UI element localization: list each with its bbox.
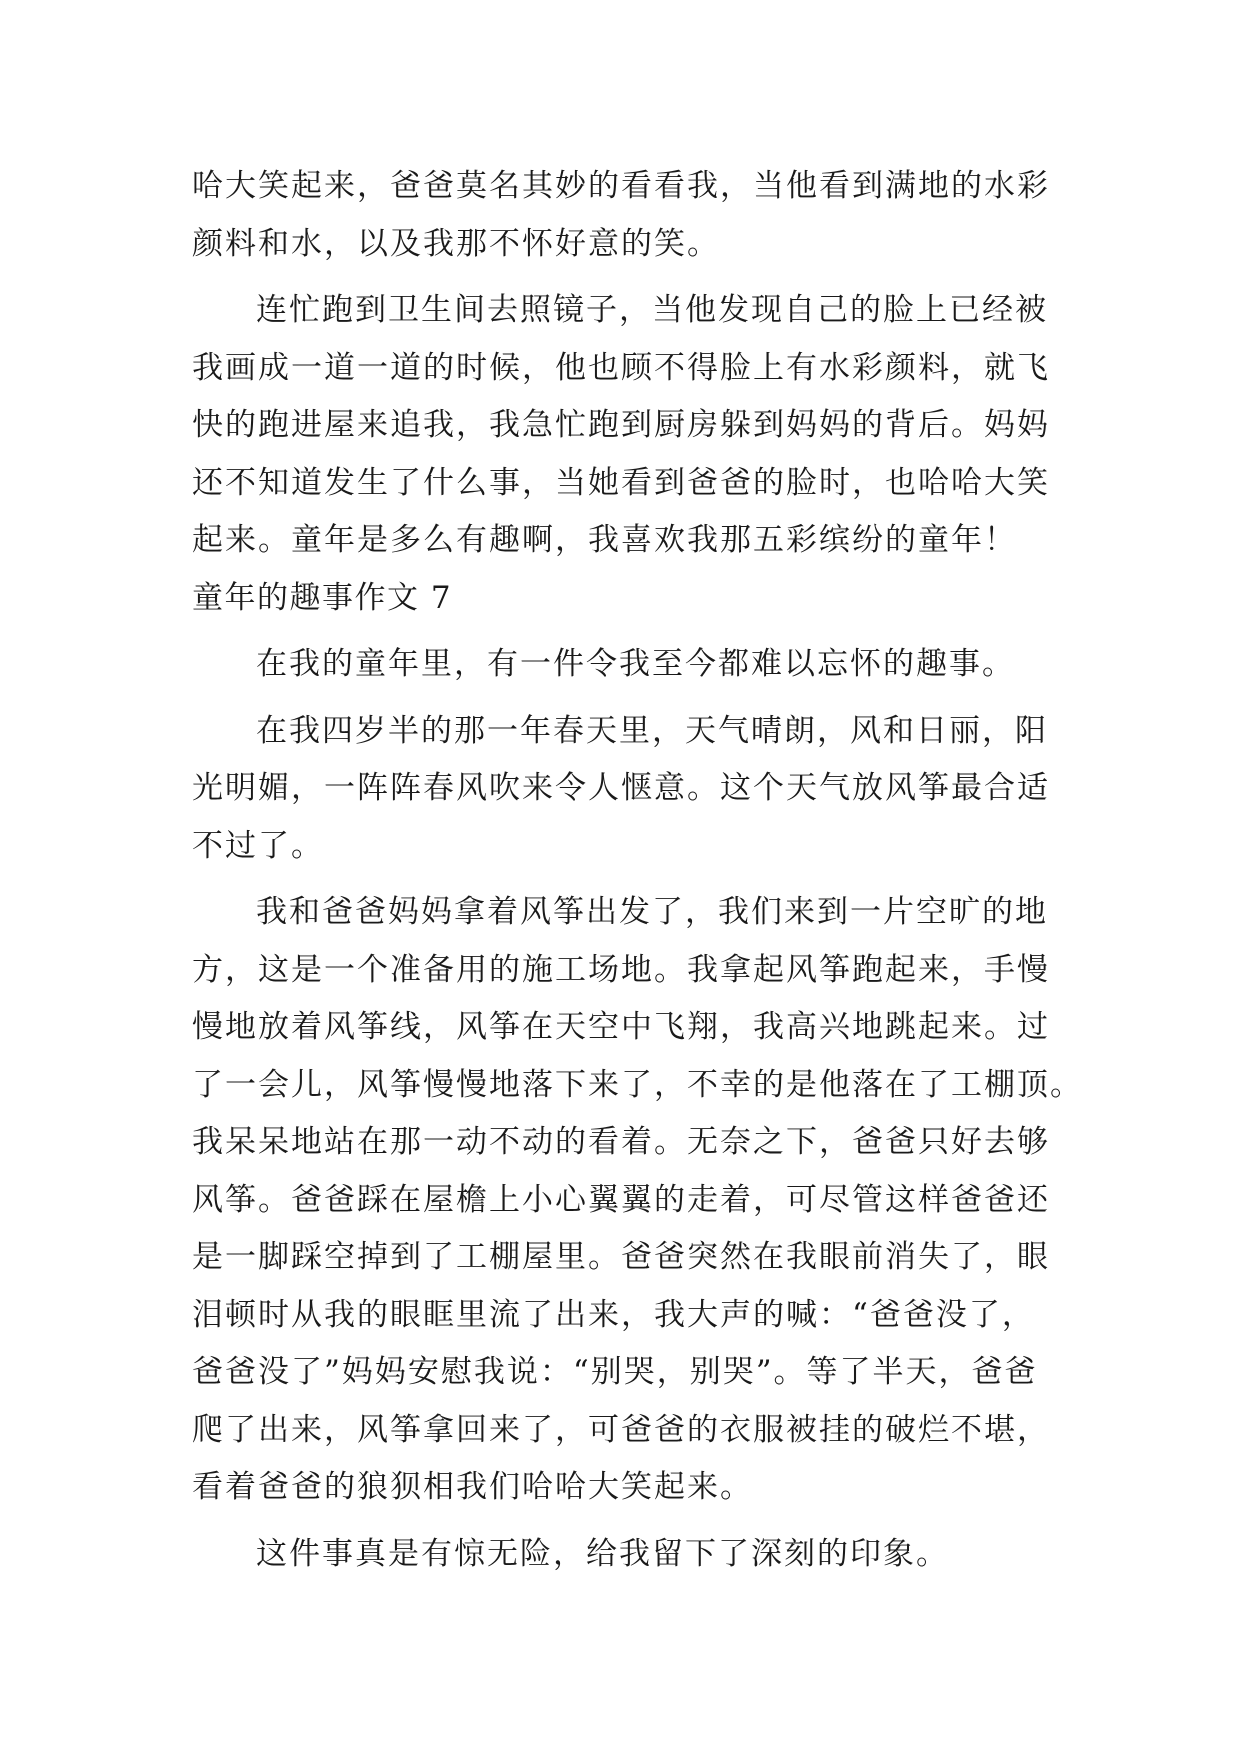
text-line: 这件事真是有惊无险，给我留下了深刻的印象。 — [256, 1535, 949, 1572]
paragraph-3 — [192, 636, 1062, 694]
section-heading: 童年的趣事作文 7 — [192, 579, 453, 616]
text-line: 慢地放着风筝线，风筝在天空中飞翔，我高兴地跳起来。过 — [192, 1009, 1050, 1045]
text-line: 在我的童年里，有一件令我至今都难以忘怀的趣事。 — [256, 646, 1015, 682]
paragraph-1 — [192, 158, 1062, 273]
text-line: 连忙跑到卫生间去照镜子，当他发现自己的脸上已经被 — [256, 292, 1048, 328]
text-line: 爸爸没了”妈妈安慰我说：“别哭，别哭”。等了半天，爸爸 — [192, 1354, 1038, 1390]
text-line: 风筝。爸爸踩在屋檐上小心翼翼的走着，可尽管这样爸爸还 — [192, 1181, 1050, 1218]
text-line: 颜料和水，以及我那不怀好意的笑。 — [192, 225, 720, 262]
text-line: 是一脚踩空掉到了工棚屋里。爸爸突然在我眼前消失了，眼 — [192, 1239, 1050, 1275]
paragraph-6 — [192, 1526, 1062, 1584]
text-line: 看着爸爸的狼狈相我们哈哈大笑起来。 — [192, 1469, 753, 1505]
text-line: 爬了出来，风筝拿回来了，可爸爸的衣服被挂的破烂不堪， — [192, 1411, 1050, 1448]
text-line: 方，这是一个准备用的施工场地。我拿起风筝跑起来，手慢 — [192, 951, 1050, 988]
text-line: 了一会儿，风筝慢慢地落下来了，不幸的是他落在了工棚顶。 — [192, 1066, 1083, 1103]
text-line: 我呆呆地站在那一动不动的看着。无奈之下，爸爸只好去够 — [192, 1124, 1050, 1160]
text-line: 在我四岁半的那一年春天里，天气晴朗，风和日丽，阳 — [256, 712, 1048, 749]
text-line: 还不知道发生了什么事，当她看到爸爸的脸时，也哈哈大笑 — [192, 464, 1050, 501]
text-line: 我画成一道一道的时候，他也顾不得脸上有水彩颜料，就飞 — [192, 349, 1050, 386]
document-body — [192, 158, 1083, 1583]
text-line: 不过了。 — [192, 827, 324, 864]
paragraph-2 — [192, 282, 1062, 570]
paragraph-4 — [192, 703, 1062, 876]
text-line: 起来。童年是多么有趣啊，我喜欢我那五彩缤纷的童年！ — [192, 522, 1017, 558]
text-line: 我和爸爸妈妈拿着风筝出发了，我们来到一片空旷的地 — [256, 894, 1048, 930]
text-line: 哈大笑起来，爸爸莫名其妙的看看我，当他看到满地的水彩 — [192, 168, 1050, 204]
text-line: 泪顿时从我的眼眶里流了出来，我大声的喊：“爸爸没了， — [192, 1296, 1035, 1333]
text-line: 光明媚，一阵阵春风吹来令人惬意。这个天气放风筝最合适 — [192, 770, 1050, 806]
paragraph-5 — [192, 884, 1083, 1517]
text-line: 快的跑进屋来追我，我急忙跑到厨房躲到妈妈的背后。妈妈 — [192, 407, 1050, 443]
